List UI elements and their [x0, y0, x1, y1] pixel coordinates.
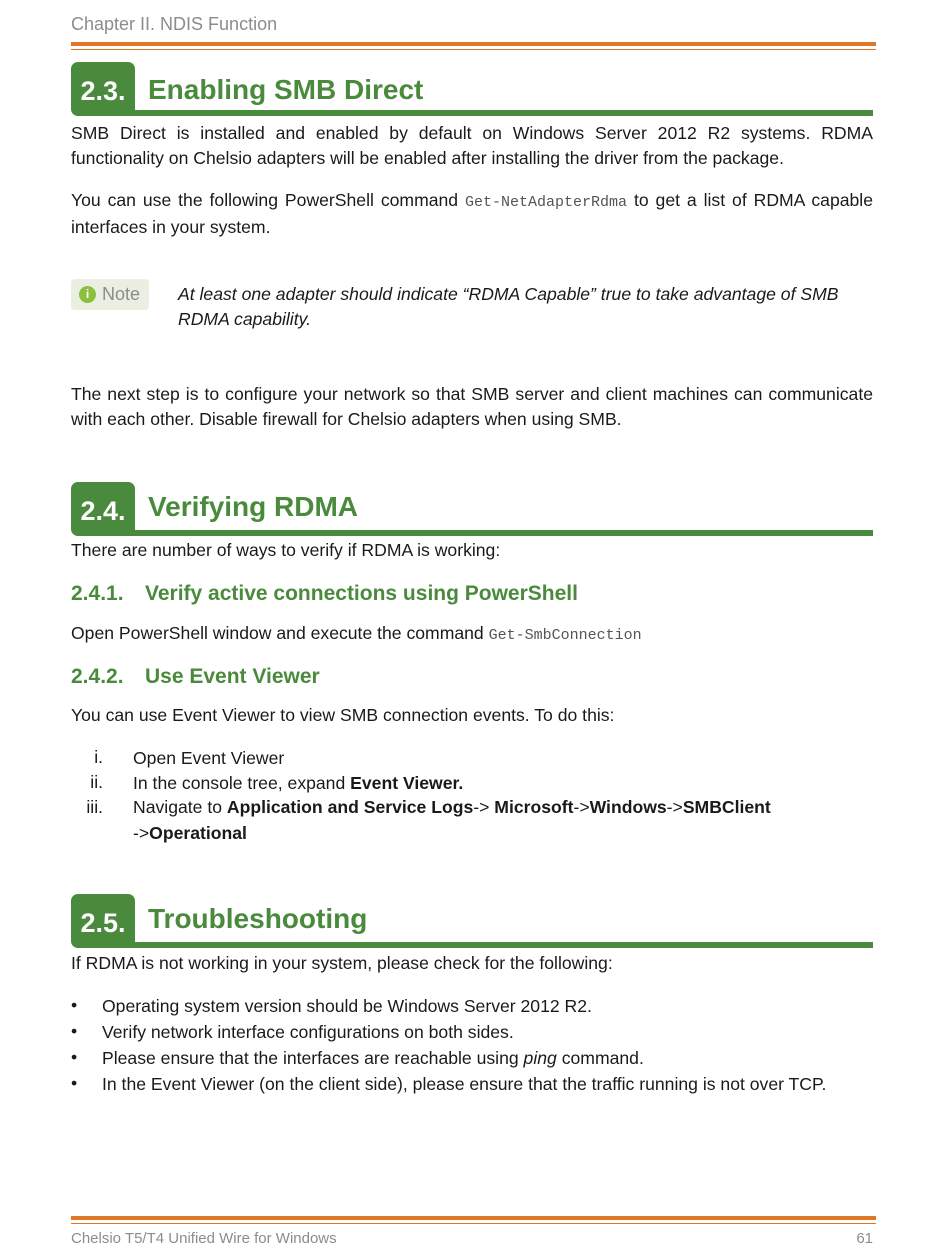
- footer-rule: [71, 1216, 876, 1220]
- bullet-icon: •: [71, 1047, 78, 1067]
- bullet-icon: •: [71, 1021, 78, 1041]
- section-title: Verifying RDMA: [148, 491, 359, 522]
- section-rule: [135, 110, 873, 116]
- section-number-badge: 2.3.: [71, 62, 135, 116]
- list-item: Open Event Viewer: [133, 748, 285, 768]
- list-item: Navigate to Application and Service Logs-> Microsoft->Windows->SMBClient ->Operational: [133, 797, 771, 843]
- list-item: Please ensure that the interfaces are reachable using ping command.: [102, 1048, 644, 1068]
- section-title: Troubleshooting: [148, 903, 368, 934]
- list-number: iii.: [86, 797, 103, 817]
- section-number-badge: 2.5.: [71, 894, 135, 948]
- header-rule: [71, 42, 876, 46]
- running-header: Chapter II. NDIS Function: [71, 14, 278, 34]
- section-rule: [135, 942, 873, 948]
- subsection-number: 2.4.1.: [71, 582, 124, 605]
- paragraph: Open PowerShell window and execute the command Get-SmbConnection: [71, 623, 642, 644]
- note-label: Note: [102, 284, 141, 304]
- list-item: Verify network interface configurations on both sides.: [102, 1022, 514, 1042]
- footer-rule-thin: [71, 1223, 876, 1224]
- bullet-icon: •: [71, 1073, 78, 1093]
- subsection-title: Verify active connections using PowerShell: [145, 582, 578, 605]
- subsection-number: 2.4.2.: [71, 665, 124, 688]
- paragraph: There are number of ways to verify if RDMA is working:: [71, 540, 501, 560]
- page-number: 61: [856, 1230, 873, 1247]
- info-icon: i: [79, 286, 96, 303]
- running-footer: Chelsio T5/T4 Unified Wire for Windows: [71, 1230, 337, 1247]
- list-item: Operating system version should be Windows Server 2012 R2.: [102, 996, 592, 1016]
- paragraph: The next step is to configure your network so that SMB server and client machines can communicate with each other. Disable firewall for Chelsio adapters when using SMB.: [71, 384, 873, 429]
- paragraph: If RDMA is not working in your system, please check for the following:: [71, 953, 613, 973]
- inline-code: Get-SmbConnection: [488, 627, 642, 644]
- inline-code: Get-NetAdapterRdma: [465, 194, 628, 211]
- paragraph: You can use Event Viewer to view SMB connection events. To do this:: [71, 705, 615, 725]
- list-item: In the console tree, expand Event Viewer.: [133, 773, 464, 793]
- note-badge: [71, 279, 149, 310]
- note-text: At least one adapter should indicate “RDMA Capable” true to take advantage of SMB RDMA capability.: [178, 284, 839, 329]
- section-number-badge: 2.4.: [71, 482, 135, 536]
- header-rule-thin: [71, 49, 876, 50]
- section-rule: [135, 530, 873, 536]
- subsection-title: Use Event Viewer: [145, 665, 320, 688]
- paragraph: You can use the following PowerShell command Get-NetAdapterRdma to get a list of RDMA capable interfaces in your system.: [71, 190, 873, 237]
- list-number: ii.: [90, 772, 103, 792]
- list-item: In the Event Viewer (on the client side), please ensure that the traffic running is not over TCP.: [102, 1074, 827, 1094]
- section-title: Enabling SMB Direct: [148, 74, 424, 105]
- list-number: i.: [94, 747, 103, 767]
- paragraph: SMB Direct is installed and enabled by default on Windows Server 2012 R2 systems. RDMA functionality on Chelsio adapters will be enabled after installing the driver from the package.: [71, 123, 873, 168]
- bullet-icon: •: [71, 995, 78, 1015]
